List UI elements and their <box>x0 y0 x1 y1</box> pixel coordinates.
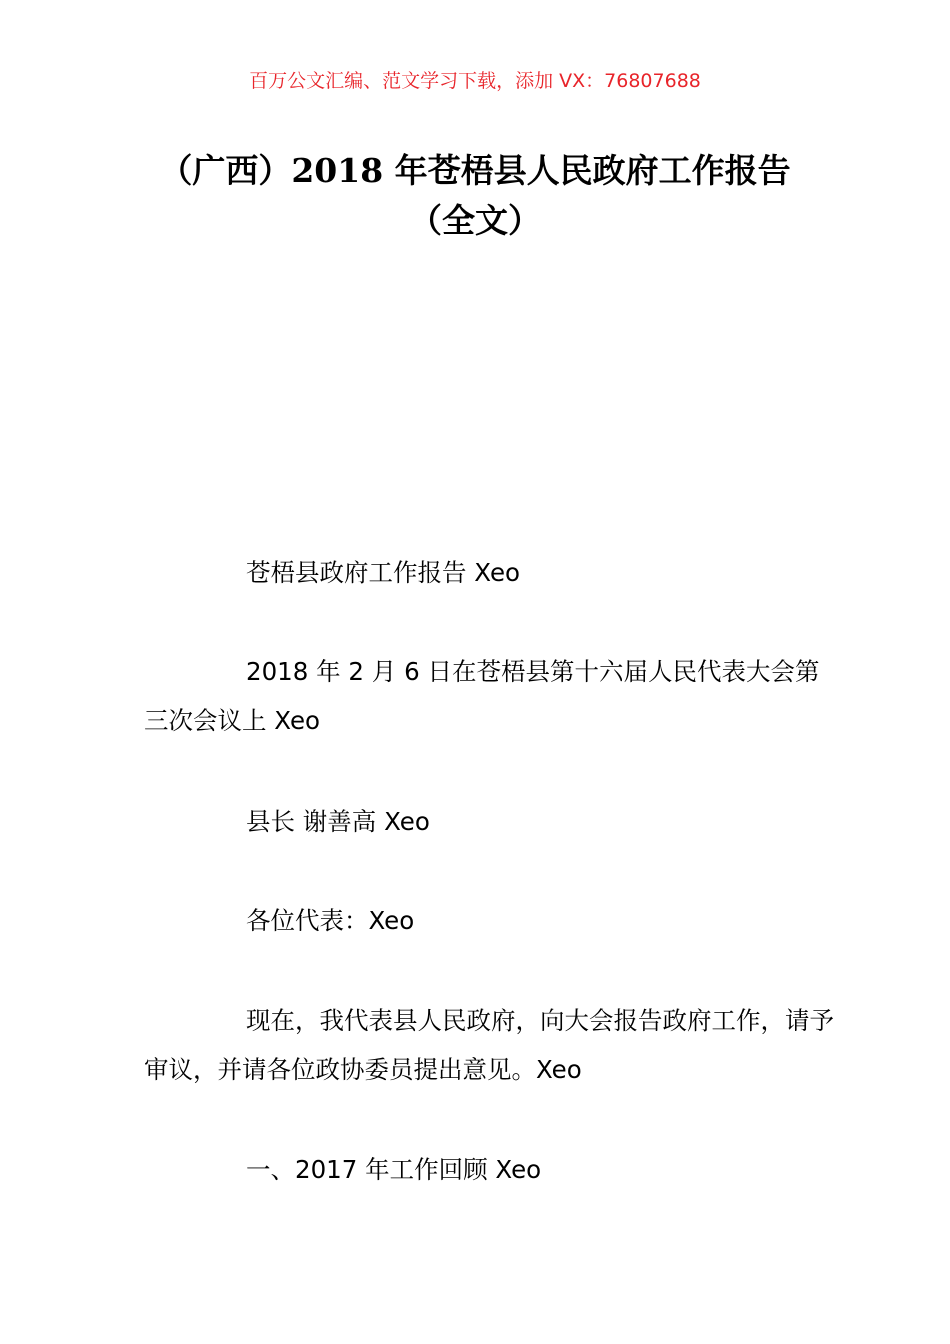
paragraph-report-name: 苍梧县政府工作报告 Xeo <box>246 558 521 587</box>
document-title <box>120 146 830 246</box>
document-title-line-2: （全文） <box>409 201 541 240</box>
paragraph-opening: 现在，我代表县人民政府，向大会报告政府工作，请予审议，并请各位政协委员提出意见。Xeo <box>144 1006 834 1084</box>
header-watermark-note: 百万公文汇编、范文学习下载，添加 VX：76807688 <box>249 70 701 92</box>
paragraph-meeting-info: 2018 年 2 月 6 日在苍梧县第十六届人民代表大会第三次会议上 Xeo <box>144 657 820 735</box>
section-heading-review: 一、2017 年工作回顾 Xeo <box>246 1155 542 1184</box>
paragraph-speaker: 县长 谢善高 Xeo <box>246 807 430 836</box>
document-title-line-1: （广西）2018 年苍梧县人民政府工作报告 <box>159 151 791 190</box>
paragraph-salutation: 各位代表：Xeo <box>246 906 415 935</box>
